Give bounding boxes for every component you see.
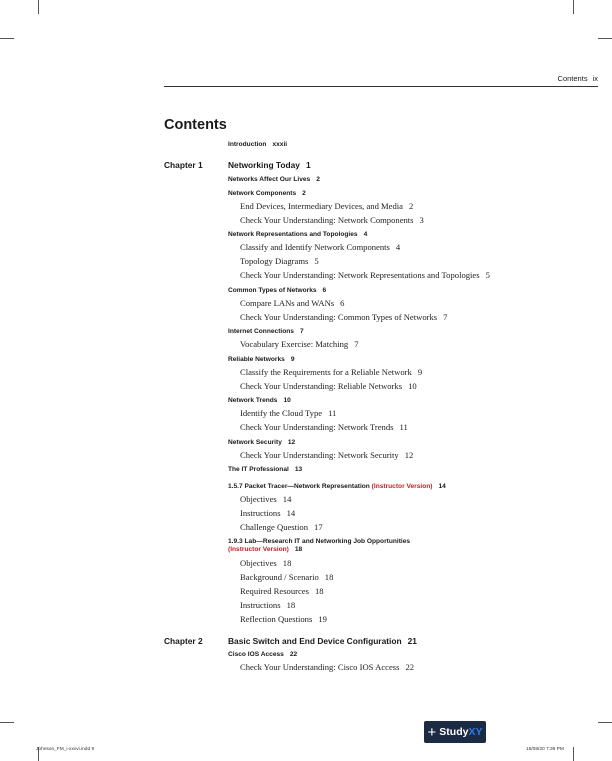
running-head-label: Contents	[557, 74, 588, 83]
toc-section[interactable]: Networks Affect Our Lives 2	[228, 176, 320, 183]
slug-filename: Johnson_FM_i-xxxvi.indd 9	[36, 747, 95, 752]
instructor-version-tag: (Instructor Version)	[371, 483, 433, 490]
toc-subsection[interactable]: End Devices, Intermediary Devices, and Media 2	[240, 201, 414, 211]
toc-subsection[interactable]: Compare LANs and WANs 6	[240, 298, 345, 308]
chapter-1-title[interactable]: Networking Today 1	[228, 160, 311, 170]
toc-subsection[interactable]: Required Resources 18	[240, 586, 324, 596]
studyxy-logo: + Study XY	[424, 721, 486, 743]
toc-subsection[interactable]: Check Your Understanding: Network Components 3	[240, 215, 424, 225]
toc-subsection[interactable]: Instructions 14	[240, 508, 296, 518]
toc-intro[interactable]: Introduction xxxii	[228, 141, 288, 148]
toc-section-continued[interactable]: (Instructor Version) 18	[228, 546, 303, 553]
toc-subsection[interactable]: Vocabulary Exercise: Matching 7	[240, 339, 359, 349]
chapter-1-label: Chapter 1	[164, 160, 203, 170]
toc-subsection[interactable]: Challenge Question 17	[240, 522, 323, 532]
toc-section[interactable]: Network Components 2	[228, 190, 306, 197]
slug-date: 15/08/20 7:39 PM	[526, 747, 564, 752]
toc-subsection[interactable]: Objectives 14	[240, 494, 292, 504]
toc-subsection[interactable]: Check Your Understanding: Network Security 12	[240, 450, 414, 460]
toc-section[interactable]: Internet Connections 7	[228, 328, 304, 335]
toc-subsection[interactable]: Objectives 18	[240, 558, 292, 568]
toc-section[interactable]: Reliable Networks 9	[228, 356, 295, 363]
chapter-2-title[interactable]: Basic Switch and End Device Configuration 21	[228, 636, 417, 646]
toc-section[interactable]: 1.9.3 Lab—Research IT and Networking Job Opportunities	[228, 538, 411, 545]
chapter-2-label: Chapter 2	[164, 636, 203, 646]
toc-section[interactable]: Network Security 12	[228, 439, 296, 446]
toc-subsection[interactable]: Identify the Cloud Type 11	[240, 408, 337, 418]
toc-subsection[interactable]: Background / Scenario 18	[240, 572, 334, 582]
toc-section[interactable]: 1.5.7 Packet Tracer—Network Representation (Instructor Version) 14	[228, 483, 446, 490]
toc-subsection[interactable]: Instructions 18	[240, 600, 296, 610]
toc-subsection[interactable]: Classify the Requirements for a Reliable Network 9	[240, 367, 423, 377]
running-head-page: ix	[592, 74, 598, 83]
toc-section[interactable]: The IT Professional 13	[228, 466, 303, 473]
toc-subsection[interactable]: Reflection Questions 19	[240, 614, 327, 624]
toc-subsection[interactable]: Check Your Understanding: Cisco IOS Access 22	[240, 662, 415, 672]
toc-section[interactable]: Network Trends 10	[228, 397, 291, 404]
toc-subsection[interactable]: Topology Diagrams 5	[240, 256, 319, 266]
toc-subsection[interactable]: Check Your Understanding: Common Types of Networks 7	[240, 312, 448, 322]
toc-section[interactable]: Cisco IOS Access 22	[228, 651, 298, 658]
toc-subsection[interactable]: Check Your Understanding: Network Representations and Topologies 5	[240, 270, 490, 280]
toc-subsection[interactable]: Check Your Understanding: Network Trends 11	[240, 422, 408, 432]
plus-icon: +	[427, 723, 437, 741]
toc-subsection[interactable]: Check Your Understanding: Reliable Networks 10	[240, 381, 417, 391]
toc-subsection[interactable]: Classify and Identify Network Components 4	[240, 242, 401, 252]
toc-section[interactable]: Network Representations and Topologies 4	[228, 231, 368, 238]
page-title: Contents	[164, 117, 227, 133]
instructor-version-tag: (Instructor Version)	[228, 546, 289, 553]
toc-section[interactable]: Common Types of Networks 6	[228, 287, 327, 294]
